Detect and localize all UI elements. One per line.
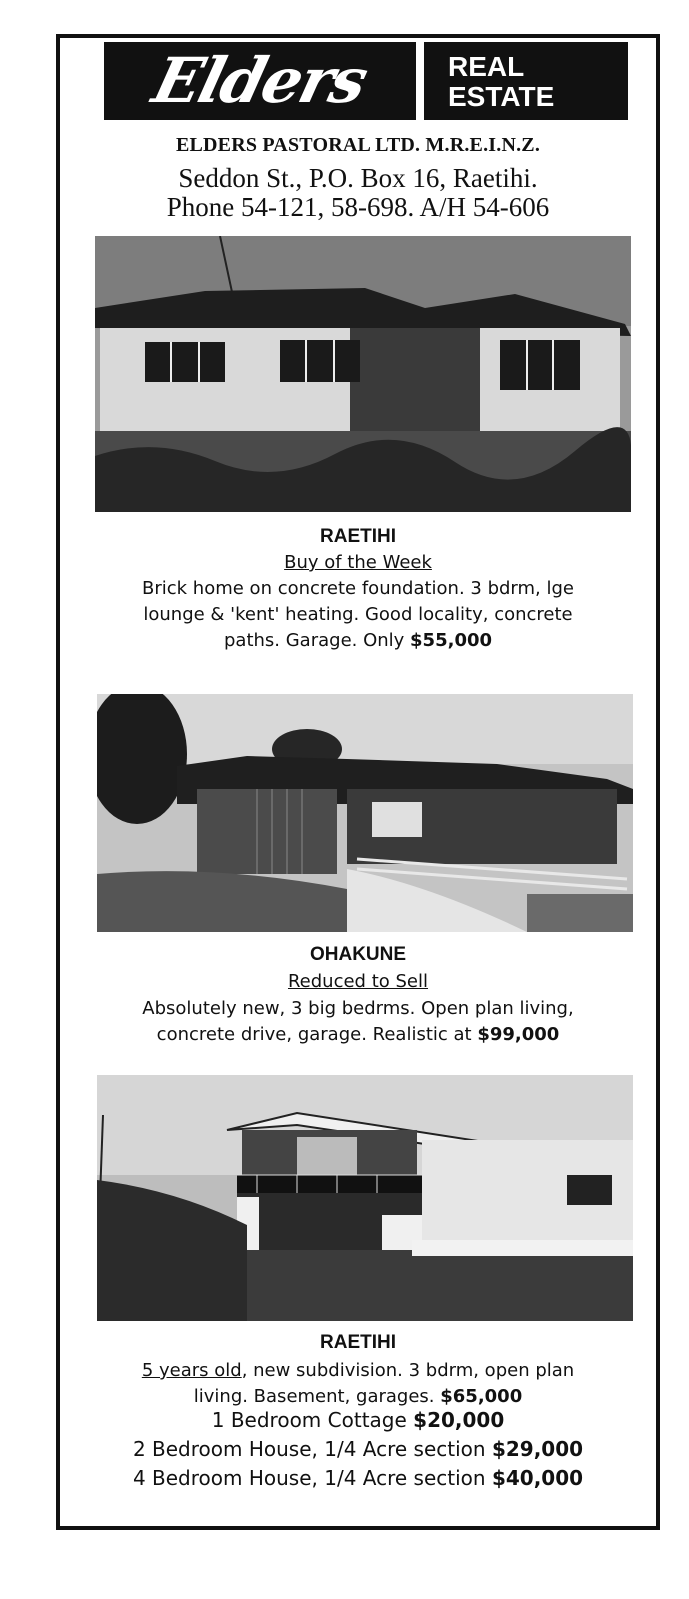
listing-3-photo [97, 1075, 633, 1321]
listing-1-line-3 [60, 628, 656, 654]
listing-3-description [60, 1358, 656, 1410]
extra-listing-1 [60, 1406, 656, 1435]
company-name: ELDERS PASTORAL LTD. M.R.E.I.N.Z. [175, 134, 541, 156]
listing-3-price: $65,000 [440, 1386, 523, 1407]
listing-1-town: RAETIHI [320, 526, 396, 547]
real-label: REAL [448, 51, 525, 82]
listing-1-line-3-text: paths. Garage. Only [223, 630, 411, 651]
listing-2-line-2-text: concrete drive, garage. Realistic at [156, 1024, 478, 1045]
extra-listing-2-label: 2 Bedroom House, 1/4 Acre section [132, 1437, 492, 1461]
listing-2-line-2 [60, 1022, 656, 1048]
extra-listing-3 [60, 1464, 656, 1493]
listing-2-description [60, 996, 656, 1048]
elders-logo [104, 42, 416, 120]
extra-listing-3-label: 4 Bedroom House, 1/4 Acre section [132, 1466, 492, 1490]
listing-1-description [60, 576, 656, 654]
extra-listing-2-price: $29,000 [491, 1437, 584, 1461]
listing-2-price: $99,000 [477, 1024, 560, 1045]
listing-3-line-2-text: living. Basement, garages. [193, 1386, 441, 1407]
company-address: Seddon St., P.O. Box 16, Raetihi. [178, 163, 538, 193]
estate-label: ESTATE [448, 81, 555, 112]
extra-listing-3-price: $40,000 [491, 1466, 584, 1490]
listing-1-line-1: Brick home on concrete foundation. 3 bdrm, lge [142, 578, 574, 599]
listing-1-line-2: lounge & 'kent' heating. Good locality, concrete [143, 604, 573, 625]
company-phone: Phone 54-121, 58-698. A/H 54-606 [166, 192, 550, 222]
listing-3-subtitle: 5 years old [141, 1360, 242, 1381]
listing-3-town: RAETIHI [320, 1332, 396, 1353]
extra-listing-1-price: $20,000 [413, 1408, 505, 1432]
listing-3-line-1 [60, 1358, 656, 1384]
extra-listing-2 [60, 1435, 656, 1464]
listing-3-line-1-text: , new subdivision. 3 bdrm, open plan [241, 1360, 575, 1381]
listing-1-subtitle: Buy of the Week [284, 552, 432, 573]
listing-2-town: OHAKUNE [309, 944, 407, 965]
listing-2-photo [97, 694, 633, 932]
listing-1-price: $55,000 [410, 630, 493, 651]
extra-listing-1-label: 1 Bedroom Cottage [211, 1408, 414, 1432]
logo-wordmark: Elders [146, 44, 374, 117]
company-contact [60, 164, 656, 222]
extra-listings [60, 1406, 656, 1493]
listing-1-photo [95, 236, 631, 512]
real-estate-label [424, 42, 628, 120]
listing-2-subtitle: Reduced to Sell [287, 971, 429, 992]
listing-2-line-1: Absolutely new, 3 big bedrms. Open plan living, [142, 998, 574, 1019]
